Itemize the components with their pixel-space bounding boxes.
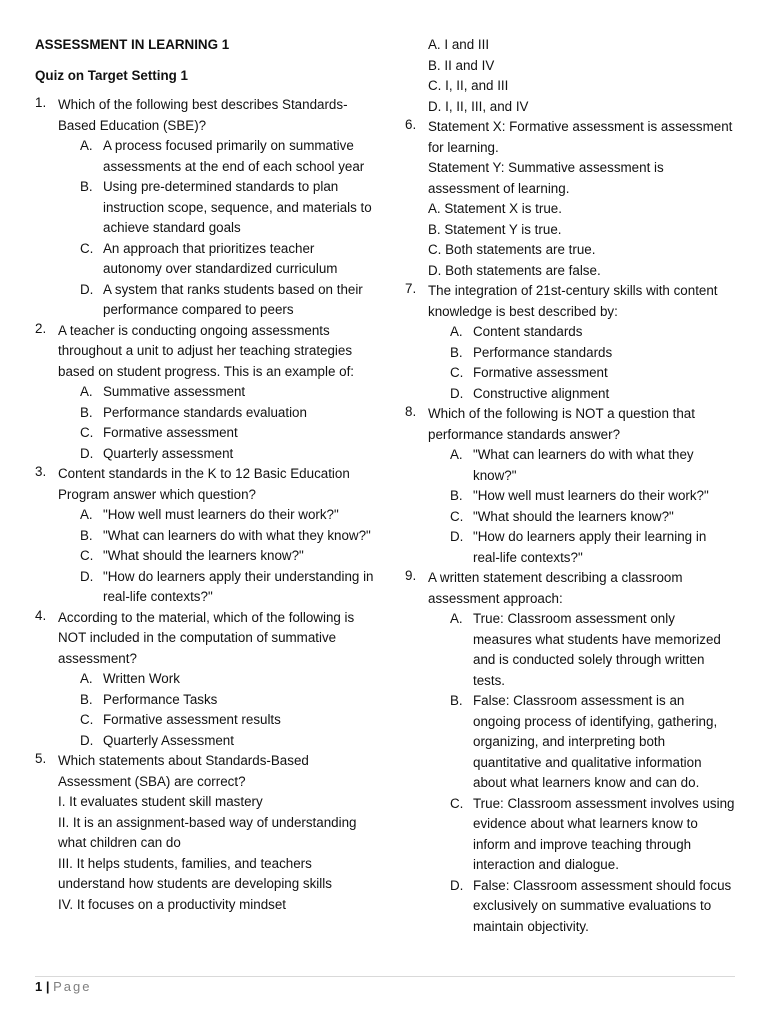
option-text: Performance standards — [473, 344, 613, 360]
option-letter: B. — [80, 691, 93, 707]
statement-ii: II. It is an assignment-based way of understanding what children can do — [58, 814, 357, 850]
question-5-options — [405, 35, 735, 117]
option-b — [80, 526, 375, 547]
option-c — [450, 363, 735, 384]
statement-iv: IV. It focuses on a productivity mindset — [58, 896, 287, 912]
option-c — [80, 423, 375, 444]
option-text: "What should the learners know?" — [103, 548, 304, 563]
option-text: Formative assessment — [103, 425, 238, 440]
option-letter: B. — [80, 179, 93, 194]
statement-y: Statement Y: Summative assessment is assessment of learning. — [428, 160, 664, 196]
option-text: True: Classroom assessment involves using evidence about what learners know to inform and improve teaching through interaction and dialogue. — [473, 795, 735, 872]
option-letter: C. — [80, 712, 94, 727]
quiz-subtitle: Quiz on Target Setting 1 — [35, 67, 189, 83]
option-a — [80, 669, 375, 690]
option-text: False: Classroom assessment is an ongoing process of identifying, gathering, organizing, and interpreting both quantitative and qualitative information about what learners know and can do. — [473, 693, 718, 790]
option-c — [450, 794, 735, 876]
options-list — [428, 445, 735, 568]
option-d: D. I, II, III, and IV — [428, 98, 529, 114]
option-text: "How well must learners do their work?" — [473, 488, 709, 503]
option-b: B. Statement Y is true. — [428, 221, 562, 237]
option-a — [450, 609, 735, 691]
option-d — [80, 567, 375, 608]
option-c: C. Both statements are true. — [428, 242, 596, 257]
option-text: False: Classroom assessment should focus exclusively on summative evaluations to maintain objectivity. — [473, 877, 732, 934]
option-text: Using pre-determined standards to plan instruction scope, sequence, and materials to achieve standard goals — [103, 179, 372, 235]
option-a: A. I and III — [428, 37, 490, 52]
option-a — [80, 505, 375, 526]
question-number: 9. — [405, 568, 417, 583]
question-6 — [405, 117, 735, 281]
options-list — [58, 136, 375, 321]
option-d — [80, 731, 375, 752]
option-text: Performance Tasks — [103, 691, 218, 707]
options-list — [428, 322, 735, 404]
option-text: "How well must learners do their work?" — [103, 507, 339, 522]
question-text: A teacher is conducting ongoing assessments throughout a unit to adjust her teaching strategies based on student progress. This is an example of: — [58, 322, 355, 379]
option-letter: D. — [450, 877, 464, 893]
option-letter: C. — [80, 425, 94, 440]
option-text: "How do learners apply their understanding in real-life contexts?" — [103, 568, 374, 604]
option-letter: D. — [80, 445, 94, 461]
option-d — [450, 527, 735, 568]
option-letter: B. — [450, 693, 463, 708]
option-text: "What can learners do with what they know?" — [473, 447, 694, 483]
option-text: True: Classroom assessment only measures what students have memorized and is conducted solely through written tests. — [473, 611, 721, 688]
option-letter: A. — [80, 671, 93, 686]
question-8 — [405, 404, 735, 568]
option-text: "How do learners apply their learning in real-life contexts?" — [473, 529, 707, 565]
option-c: C. I, II, and III — [428, 78, 509, 93]
page-label: Page — [53, 979, 92, 994]
option-text: A process focused primarily on summative assessments at the end of each school year — [103, 138, 365, 174]
option-letter: B. — [80, 404, 93, 420]
question-number: 7. — [405, 281, 417, 296]
option-b — [80, 690, 375, 711]
option-a — [450, 322, 735, 343]
question-9 — [405, 568, 735, 937]
question-text: Which of the following best describes Standards-Based Education (SBE)? — [58, 97, 348, 133]
option-b — [80, 177, 375, 239]
question-text: Which of the following is NOT a question that performance standards answer? — [428, 406, 695, 442]
option-text: Formative assessment results — [103, 712, 281, 727]
statement-i: I. It evaluates student skill mastery — [58, 794, 263, 809]
option-text: A system that ranks students based on their performance compared to peers — [103, 281, 363, 317]
question-text: A written statement describing a classroom assessment approach: — [428, 570, 683, 606]
option-letter: A. — [80, 138, 93, 153]
option-c — [80, 546, 375, 567]
question-number: 4. — [35, 607, 47, 623]
option-letter: D. — [450, 385, 464, 401]
option-letter: A. — [80, 507, 93, 522]
options-list — [58, 669, 375, 751]
option-text: Performance standards evaluation — [103, 404, 307, 420]
question-3 — [35, 464, 375, 608]
options-list — [58, 505, 375, 608]
question-text: Statement X: Formative assessment is assessment for learning. — [428, 119, 733, 155]
option-letter: A. — [450, 611, 463, 626]
option-c — [450, 507, 735, 528]
option-letter: B. — [450, 488, 463, 503]
option-letter: B. — [80, 527, 93, 543]
document-title: ASSESSMENT IN LEARNING 1 — [35, 37, 230, 52]
option-a: A. Statement X is true. — [428, 201, 562, 216]
option-letter: A. — [450, 447, 463, 462]
option-letter: A. — [450, 324, 463, 339]
question-5 — [35, 751, 375, 915]
option-d: D. Both statements are false. — [428, 262, 601, 278]
option-letter: B. — [450, 344, 463, 360]
option-text: Summative assessment — [103, 384, 246, 399]
option-b: B. II and IV — [428, 57, 495, 73]
option-a — [80, 136, 375, 177]
option-b — [80, 403, 375, 424]
option-a — [450, 445, 735, 486]
option-c — [80, 710, 375, 731]
option-d — [80, 280, 375, 321]
footer-separator: | — [45, 979, 50, 994]
question-number: 2. — [35, 320, 47, 336]
left-column — [35, 35, 375, 915]
options-list — [428, 609, 735, 937]
question-number: 3. — [35, 464, 47, 479]
option-text: Constructive alignment — [473, 385, 610, 401]
option-a — [80, 382, 375, 403]
option-letter: D. — [80, 568, 94, 584]
option-letter: C. — [80, 240, 94, 256]
option-letter: C. — [450, 508, 464, 524]
statement-iii: III. It helps students, families, and teachers understand how students are developing skills — [58, 855, 332, 891]
right-column — [405, 35, 735, 937]
question-number: 8. — [405, 404, 417, 419]
option-letter: C. — [450, 795, 464, 811]
option-b — [450, 691, 735, 794]
option-b — [450, 486, 735, 507]
option-letter: D. — [80, 281, 94, 297]
question-number: 1. — [35, 95, 47, 110]
option-text: Written Work — [103, 671, 180, 686]
option-letter: D. — [450, 529, 464, 544]
option-text: Content standards — [473, 324, 583, 339]
question-text: Content standards in the K to 12 Basic Education Program answer which question? — [58, 466, 350, 502]
option-text: An approach that prioritizes teacher autonomy over standardized curriculum — [103, 240, 338, 276]
page-footer — [35, 976, 735, 994]
option-c — [80, 239, 375, 280]
option-d — [80, 444, 375, 465]
option-text: "What can learners do with what they know?" — [103, 527, 371, 543]
option-b — [450, 343, 735, 364]
option-text: "What should the learners know?" — [473, 508, 674, 524]
question-7 — [405, 281, 735, 404]
option-text: Formative assessment — [473, 365, 608, 380]
option-d — [450, 876, 735, 938]
option-d — [450, 384, 735, 405]
option-letter: A. — [80, 384, 93, 399]
option-letter: C. — [450, 365, 464, 380]
question-text: The integration of 21st-century skills with content knowledge is best described by: — [428, 283, 718, 319]
question-1 — [35, 95, 375, 321]
option-text: Quarterly assessment — [103, 445, 234, 461]
question-text: According to the material, which of the following is NOT included in the computation of summative assessment? — [58, 609, 355, 666]
question-text: Which statements about Standards-Based Assessment (SBA) are correct? — [58, 753, 309, 789]
option-text: Quarterly Assessment — [103, 732, 234, 748]
options-list — [58, 382, 375, 464]
question-number: 5. — [35, 751, 47, 766]
question-2 — [35, 321, 375, 465]
question-number: 6. — [405, 117, 417, 132]
option-letter: D. — [80, 732, 94, 748]
page-number: 1 — [35, 979, 43, 994]
option-letter: C. — [80, 548, 94, 563]
question-4 — [35, 608, 375, 752]
